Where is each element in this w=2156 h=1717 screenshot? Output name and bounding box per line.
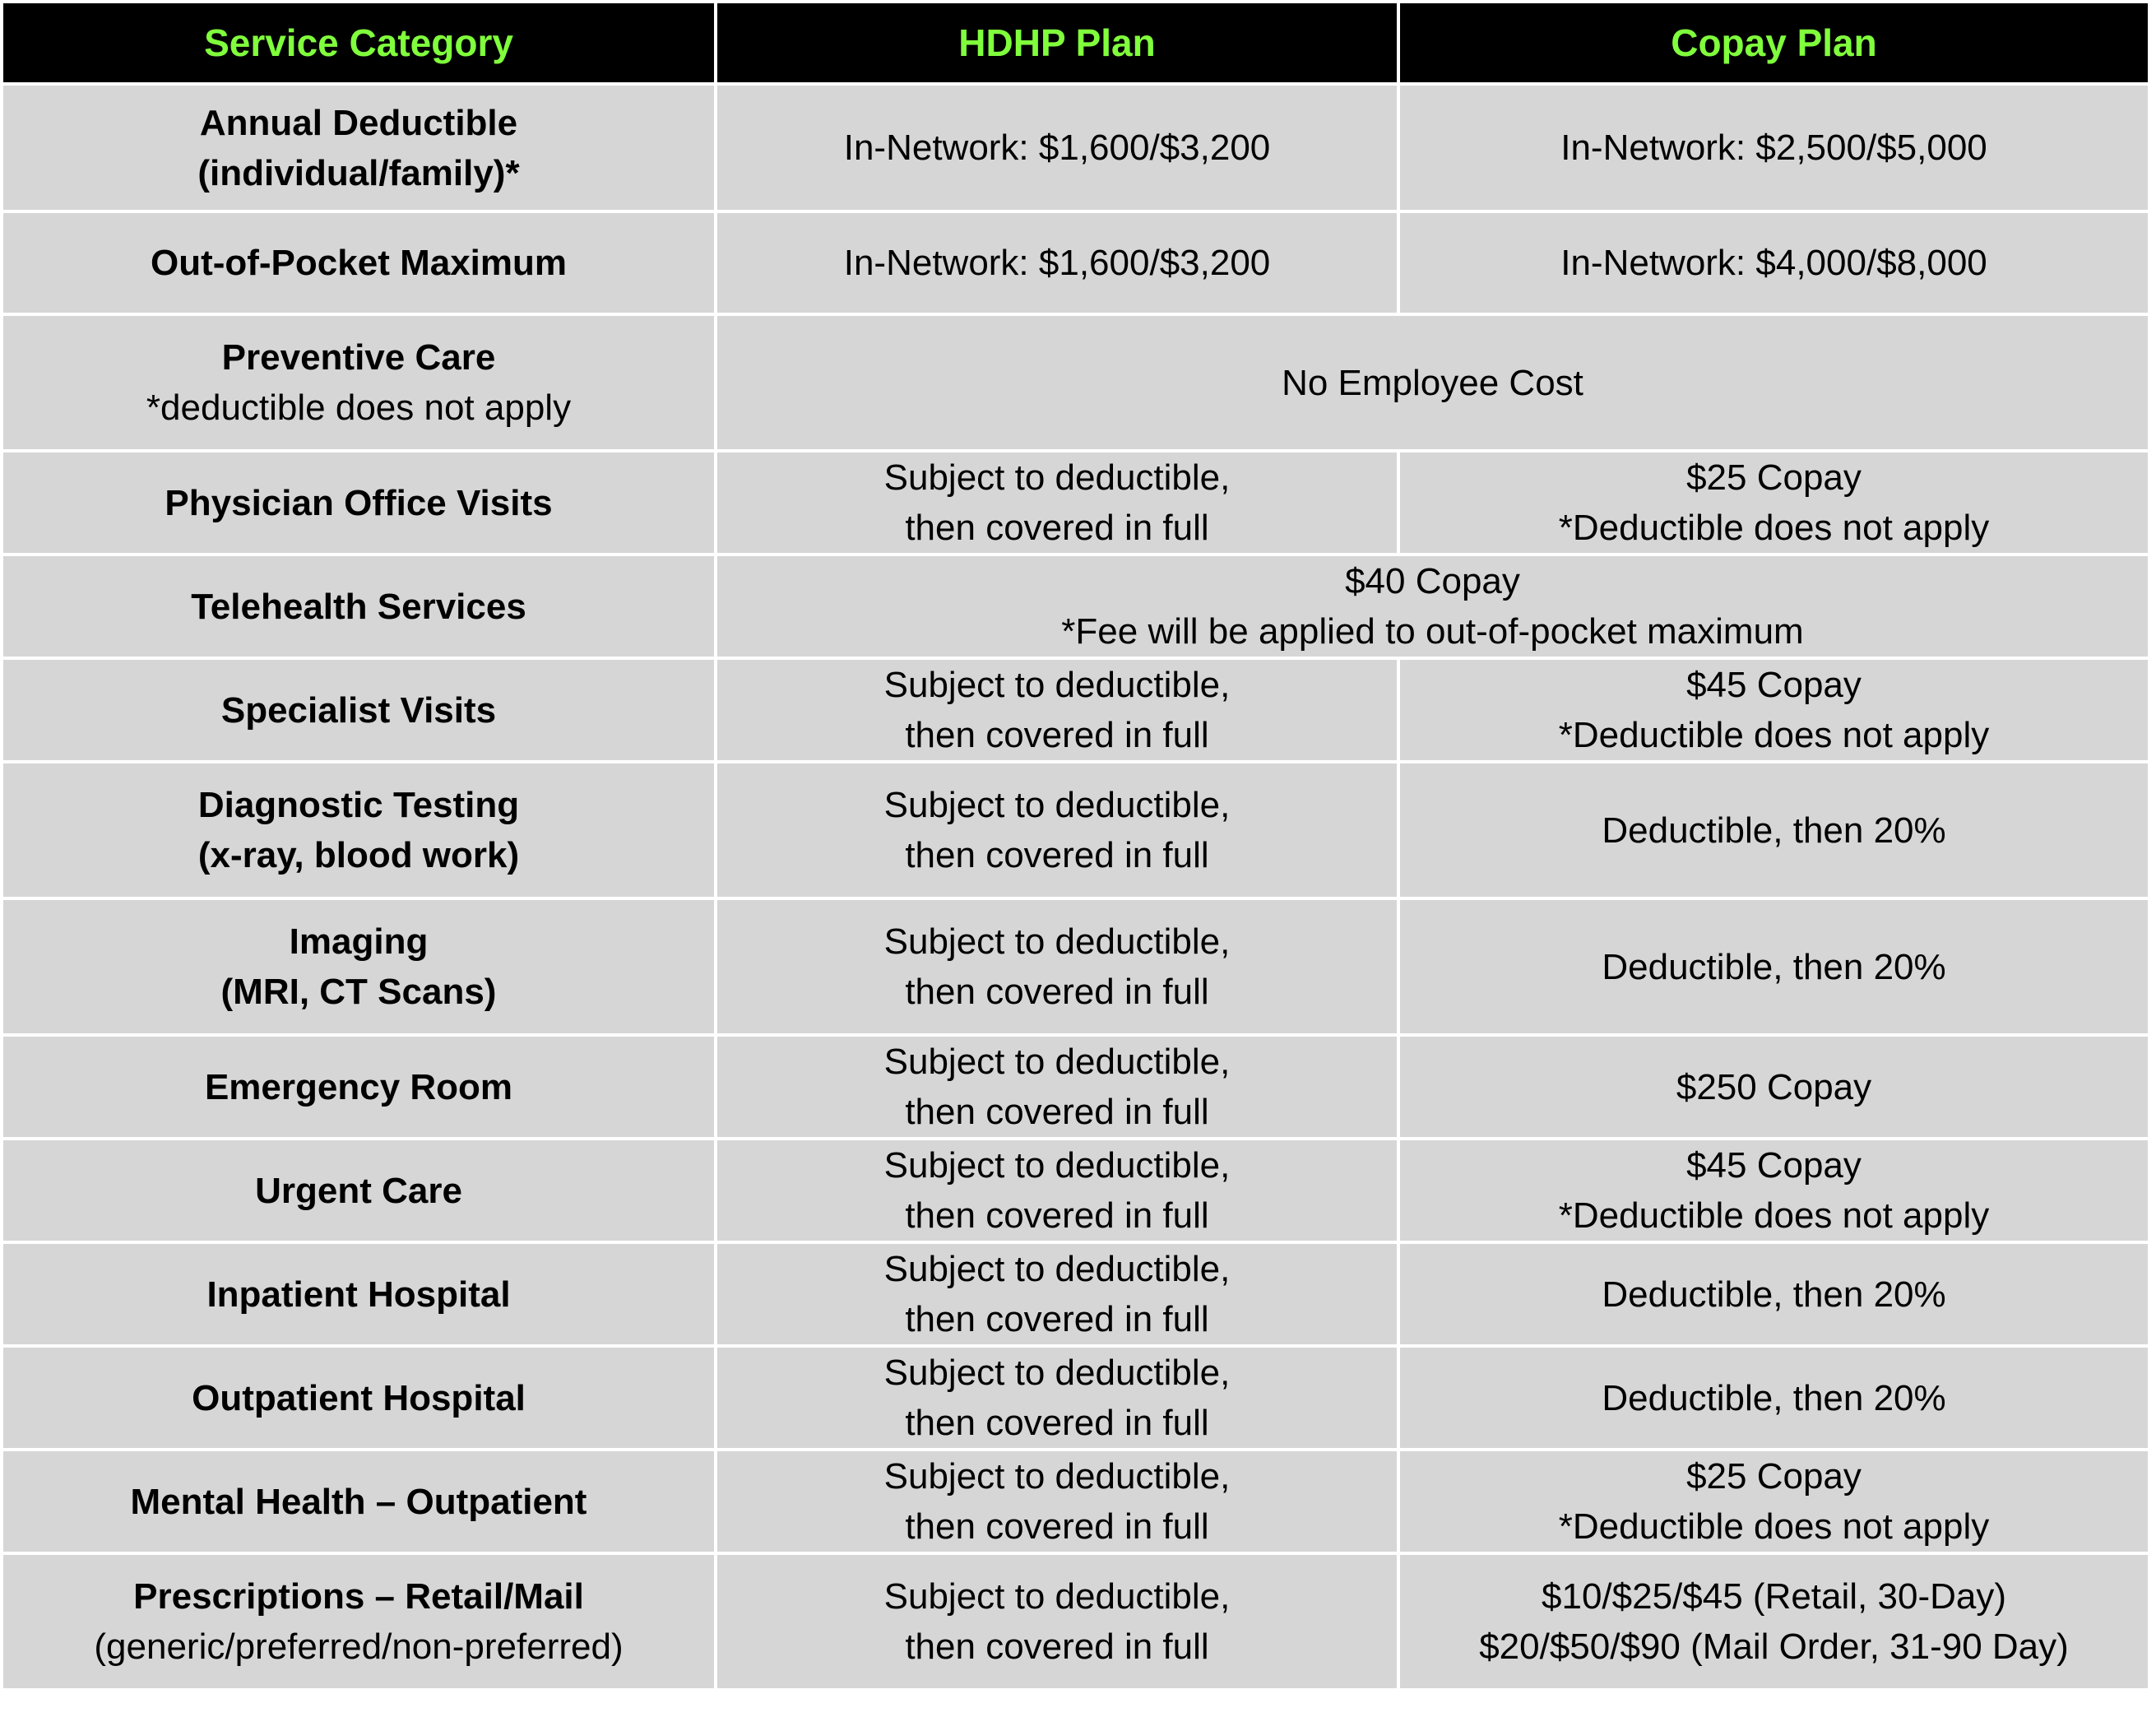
- table-row: [3, 86, 2148, 210]
- category-label: Emergency Room: [204, 1066, 513, 1107]
- table-row: [3, 213, 2148, 313]
- category-cell-out-of-pocket-maximum: [3, 213, 714, 313]
- hdhp-plan-text: Subject to deductible,: [883, 1353, 1231, 1393]
- header-hdhp-plan: HDHP Plan: [717, 3, 1397, 82]
- hdhp-plan-text: then covered in full: [905, 1299, 1209, 1339]
- hdhp-plan-text: then covered in full: [905, 508, 1209, 548]
- hdhp-plan-cell: [717, 660, 1397, 760]
- copay-plan-text: *Deductible does not apply: [1558, 715, 1990, 755]
- category-cell-specialist-visits: [3, 660, 714, 760]
- hdhp-plan-text: Subject to deductible,: [883, 665, 1231, 705]
- category-label: Specialist Visits: [220, 689, 497, 731]
- hdhp-plan-text: Subject to deductible,: [883, 1145, 1231, 1186]
- category-note: *deductible does not apply: [146, 387, 572, 428]
- copay-plan-text: Deductible, then 20%: [1602, 810, 1946, 851]
- category-cell-diagnostic-testing: [3, 763, 714, 897]
- category-cell-outpatient-hospital: [3, 1348, 714, 1448]
- category-cell-imaging: [3, 900, 714, 1033]
- copay-plan-text: $10/$25/$45 (Retail, 30-Day): [1542, 1576, 2006, 1617]
- hdhp-plan-text: then covered in full: [905, 972, 1209, 1012]
- hdhp-plan-text: then covered in full: [905, 1627, 1209, 1667]
- category-cell-emergency-room: [3, 1037, 714, 1137]
- hdhp-plan-text: Subject to deductible,: [883, 1042, 1231, 1082]
- category-note: (generic/preferred/non-preferred): [94, 1627, 624, 1667]
- hdhp-plan-text: Subject to deductible,: [883, 457, 1231, 498]
- copay-plan-cell: [1400, 1140, 2148, 1241]
- category-cell-annual-deductible: [3, 86, 714, 210]
- hdhp-plan-text: then covered in full: [905, 1403, 1209, 1443]
- table-row: [3, 763, 2148, 897]
- hdhp-plan-cell: [717, 1140, 1397, 1241]
- copay-plan-cell: [1400, 1555, 2148, 1688]
- hdhp-plan-text: Subject to deductible,: [883, 921, 1231, 962]
- table-row: [3, 316, 2148, 449]
- table-row: [3, 452, 2148, 553]
- hdhp-plan-text: Subject to deductible,: [883, 785, 1231, 825]
- category-label: Mental Health – Outpatient: [130, 1481, 587, 1522]
- category-label: Telehealth Services: [191, 586, 526, 627]
- copay-plan-text: $20/$50/$90 (Mail Order, 31-90 Day): [1479, 1627, 2069, 1667]
- copay-plan-cell: [1400, 1451, 2148, 1552]
- hdhp-plan-text: then covered in full: [905, 1506, 1209, 1547]
- copay-plan-text: *Deductible does not apply: [1558, 508, 1990, 548]
- hdhp-plan-cell: [717, 1555, 1397, 1688]
- copay-plan-text: $45 Copay: [1686, 1145, 1862, 1186]
- merged-plan-cell: [717, 316, 2148, 449]
- category-label: Diagnostic Testing: [197, 785, 520, 825]
- copay-plan-text: $45 Copay: [1686, 665, 1862, 705]
- copay-plan-text: $25 Copay: [1686, 1456, 1862, 1497]
- category-cell-physician-office-visits: [3, 452, 714, 553]
- copay-plan-text: In-Network: $2,500/$5,000: [1560, 128, 1987, 168]
- category-label: Imaging: [289, 921, 429, 962]
- table-row: [3, 556, 2148, 657]
- category-cell-telehealth-services: [3, 556, 714, 657]
- copay-plan-cell: [1400, 1037, 2148, 1137]
- hdhp-plan-cell: [717, 763, 1397, 897]
- category-label: (MRI, CT Scans): [220, 972, 497, 1012]
- category-label: Preventive Care: [221, 337, 496, 378]
- hdhp-plan-cell: [717, 1244, 1397, 1344]
- header-copay-plan: Copay Plan: [1400, 3, 2148, 82]
- benefits-comparison-table-container: [3, 3, 2154, 1715]
- copay-plan-text: *Deductible does not apply: [1558, 1195, 1990, 1236]
- copay-plan-cell: [1400, 213, 2148, 313]
- table-row: [3, 1037, 2148, 1137]
- table-row: [3, 660, 2148, 760]
- copay-plan-cell: [1400, 1244, 2148, 1344]
- hdhp-plan-text: Subject to deductible,: [883, 1249, 1231, 1289]
- hdhp-plan-cell: [717, 213, 1397, 313]
- category-label: Outpatient Hospital: [192, 1377, 526, 1418]
- hdhp-plan-text: Subject to deductible,: [883, 1576, 1231, 1617]
- category-cell-mental-health-outpatient: [3, 1451, 714, 1552]
- copay-plan-cell: [1400, 452, 2148, 553]
- table-row: [3, 1348, 2148, 1448]
- category-label: Prescriptions – Retail/Mail: [133, 1576, 584, 1617]
- hdhp-plan-text: then covered in full: [905, 835, 1209, 875]
- merged-plan-cell: [717, 556, 2148, 657]
- table-row: [3, 1140, 2148, 1241]
- category-label: (individual/family)*: [197, 152, 520, 193]
- category-label: Annual Deductible: [199, 102, 518, 143]
- hdhp-plan-text: In-Network: $1,600/$3,200: [843, 128, 1271, 168]
- copay-plan-text: In-Network: $4,000/$8,000: [1560, 243, 1987, 283]
- copay-plan-cell: [1400, 86, 2148, 210]
- merged-plan-text: No Employee Cost: [1282, 362, 1583, 403]
- copay-plan-cell: [1400, 660, 2148, 760]
- category-cell-preventive-care: [3, 316, 714, 449]
- hdhp-plan-text: In-Network: $1,600/$3,200: [843, 243, 1271, 283]
- category-cell-prescriptions-retail-mail: [3, 1555, 714, 1688]
- copay-plan-cell: [1400, 1348, 2148, 1448]
- category-cell-urgent-care: [3, 1140, 714, 1241]
- hdhp-plan-cell: [717, 452, 1397, 553]
- copay-plan-text: $250 Copay: [1676, 1066, 1872, 1107]
- copay-plan-text: $25 Copay: [1686, 457, 1862, 498]
- table-row: [3, 1244, 2148, 1344]
- table-row: [3, 900, 2148, 1033]
- copay-plan-text: *Deductible does not apply: [1558, 1506, 1990, 1547]
- copay-plan-text: Deductible, then 20%: [1602, 1274, 1946, 1315]
- merged-plan-text: $40 Copay: [1345, 561, 1520, 601]
- copay-plan-cell: [1400, 900, 2148, 1033]
- copay-plan-cell: [1400, 763, 2148, 897]
- copay-plan-text: Deductible, then 20%: [1602, 946, 1946, 987]
- merged-plan-text: *Fee will be applied to out-of-pocket maximum: [1061, 611, 1804, 652]
- hdhp-plan-text: Subject to deductible,: [883, 1456, 1231, 1497]
- category-label: Out-of-Pocket Maximum: [150, 243, 568, 283]
- table-row: [3, 1555, 2148, 1688]
- hdhp-plan-cell: [717, 900, 1397, 1033]
- hdhp-plan-text: then covered in full: [905, 715, 1209, 755]
- category-cell-inpatient-hospital: [3, 1244, 714, 1344]
- copay-plan-text: Deductible, then 20%: [1602, 1377, 1946, 1418]
- table-row: [3, 1451, 2148, 1552]
- hdhp-plan-cell: [717, 1348, 1397, 1448]
- header-service-category: Service Category: [3, 3, 714, 82]
- hdhp-plan-text: then covered in full: [905, 1092, 1209, 1132]
- category-label: Inpatient Hospital: [206, 1274, 511, 1315]
- hdhp-plan-cell: [717, 1451, 1397, 1552]
- category-label: Physician Office Visits: [165, 482, 553, 523]
- category-label: (x-ray, blood work): [197, 835, 520, 875]
- hdhp-plan-cell: [717, 86, 1397, 210]
- category-label: Urgent Care: [255, 1170, 462, 1211]
- hdhp-plan-cell: [717, 1037, 1397, 1137]
- table-body: [3, 86, 2148, 1688]
- hdhp-plan-text: then covered in full: [905, 1195, 1209, 1236]
- header-row: [3, 3, 2148, 82]
